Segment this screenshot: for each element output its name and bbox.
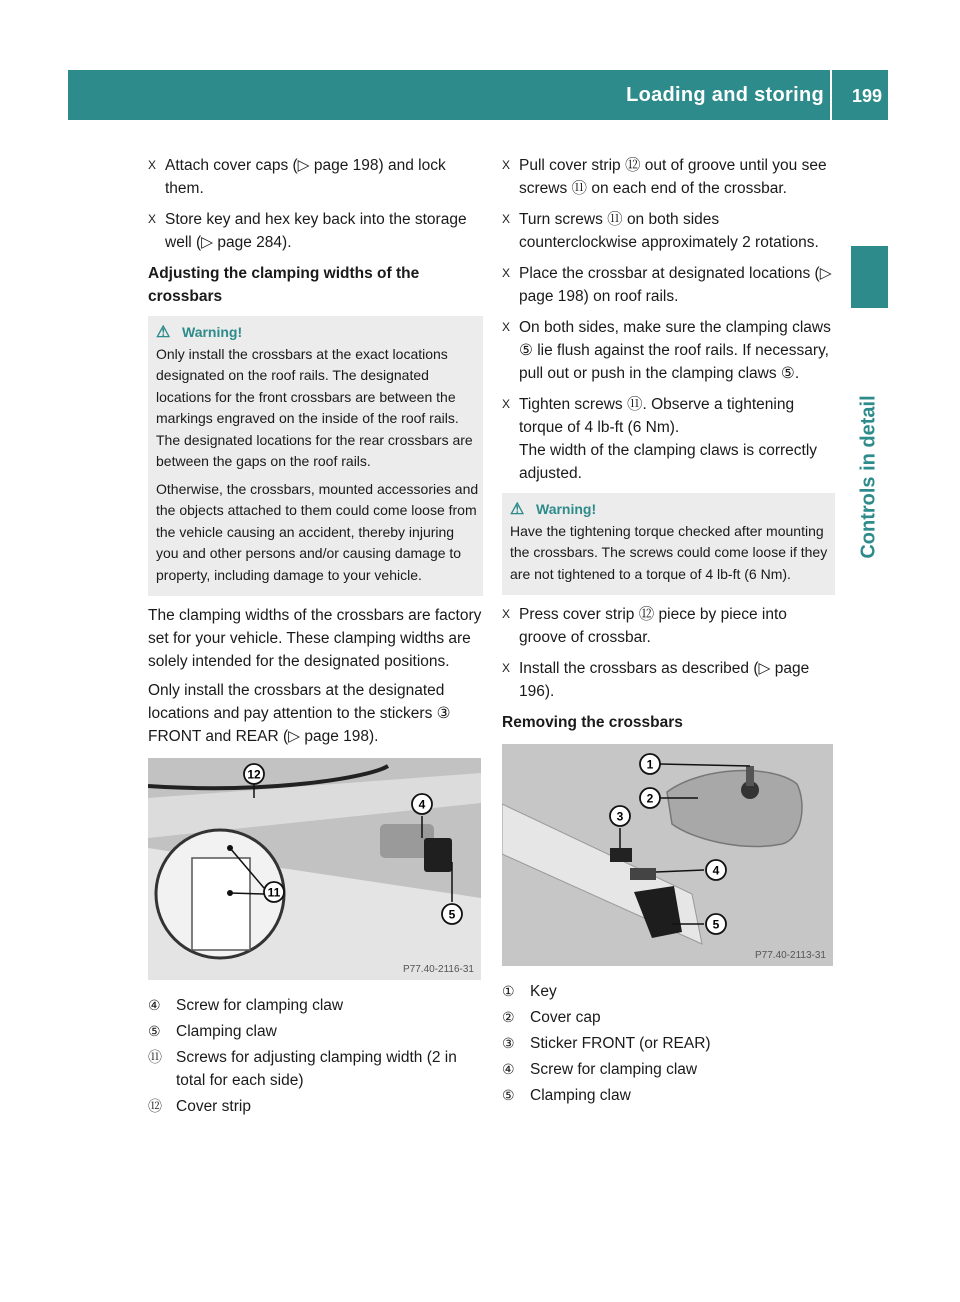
- section-label: [850, 312, 888, 642]
- step-text: Install the crossbars as described (▷ page 196).: [519, 660, 810, 700]
- warning-title: Warning!: [536, 501, 597, 517]
- legend-item: [502, 1058, 835, 1081]
- legend-number: ④: [502, 1061, 515, 1077]
- step-text: Store key and hex key back into the storage well (▷ page 284).: [165, 211, 467, 251]
- step-arrow-icon: X: [502, 266, 511, 280]
- legend-number: ⑤: [148, 1023, 161, 1039]
- detail-bar: [192, 858, 250, 950]
- section-tab: [851, 246, 888, 308]
- step-text: Tighten screws ⑪. Observe a tightening torque of 4 lb-ft (6 Nm).: [519, 396, 795, 436]
- legend-number: ①: [502, 983, 515, 999]
- step-text: Attach cover caps (▷ page 198) and lock them.: [165, 157, 446, 197]
- step-arrow-icon: X: [502, 320, 511, 334]
- legend-item: [502, 980, 835, 1003]
- legend-text: Clamping claw: [530, 1087, 631, 1104]
- figure-clamping: [148, 758, 483, 980]
- warning-triangle-icon: ⚠: [510, 501, 525, 518]
- legend-item: [148, 994, 483, 1017]
- legend-number: ③: [502, 1035, 515, 1051]
- legend-text: Screws for adjusting clamping width (2 in total for each side): [176, 1049, 457, 1089]
- step-arrow-icon: X: [502, 158, 511, 172]
- warning-text: Have the tightening torque checked after mounting the crossbars. The screws could come loose if they are not tightened to a torque of 4 lb-ft (6 Nm).: [510, 522, 828, 582]
- step-arrow-icon: X: [502, 397, 511, 411]
- legend-text: Cover cap: [530, 1009, 601, 1026]
- legend-text: Screw for clamping claw: [530, 1061, 698, 1078]
- step-text: Turn screws ⑪ on both sides counterclockwise approximately 2 rotations.: [519, 211, 819, 251]
- step-text: Place the crossbar at designated locations (▷ page 198) on roof rails.: [519, 265, 832, 305]
- legend-item: [148, 1095, 483, 1118]
- step-text: Pull cover strip ⑫ out of groove until you see screws ⑪ on each end of the crossbar.: [519, 157, 827, 197]
- legend-text: Cover strip: [176, 1098, 251, 1115]
- callout-number: 5: [712, 917, 720, 932]
- callout-number: 1: [646, 757, 654, 772]
- step-result-text: The width of the clamping claws is correctly adjusted.: [519, 442, 818, 482]
- legend-number: ②: [502, 1009, 515, 1025]
- clamping-illustration: [148, 758, 481, 980]
- legend-number: ④: [148, 997, 161, 1013]
- legend-text: Screw for clamping claw: [176, 997, 344, 1014]
- callout-line: [230, 893, 264, 894]
- legend-number: ⑫: [148, 1098, 162, 1114]
- header-separator: [830, 70, 832, 120]
- warning-triangle-icon: ⚠: [156, 324, 171, 341]
- warning-box: [502, 493, 835, 595]
- step-item: [502, 262, 835, 308]
- step-item: [148, 154, 483, 200]
- body-paragraph: The clamping widths of the crossbars are factory set for your vehicle. These clamping widths are solely intended for the designated positions.: [148, 607, 482, 670]
- legend-number: ⑤: [502, 1087, 515, 1103]
- figure-removing: [502, 744, 835, 966]
- step-item: [148, 208, 483, 254]
- page-number: 199: [851, 86, 882, 106]
- legend-item: [502, 1084, 835, 1107]
- step-item: [502, 657, 835, 703]
- warning-header: [156, 322, 479, 344]
- header-title: Loading and storing: [626, 84, 824, 106]
- step-arrow-icon: X: [148, 158, 157, 172]
- removal-illustration: [502, 744, 833, 966]
- legend-number: ⑪: [148, 1049, 162, 1065]
- page-header: [68, 70, 888, 120]
- callout-number: 11: [267, 885, 281, 900]
- left-column: [148, 154, 483, 1121]
- step-item: [502, 316, 835, 385]
- step-item: [502, 603, 835, 649]
- step-arrow-icon: X: [502, 661, 511, 675]
- callout-number: 2: [646, 791, 654, 806]
- section-label-text: Controls in detail: [857, 395, 880, 559]
- figure-code: P77.40-2116-31: [403, 964, 474, 975]
- body-paragraph: Only install the crossbars at the designated locations and pay attention to the stickers ③ FRONT and REAR (▷ page 198).: [148, 682, 451, 745]
- step-text: Press cover strip ⑫ piece by piece into groove of crossbar.: [519, 606, 787, 646]
- step-item: [502, 393, 835, 485]
- legend-text: Clamping claw: [176, 1023, 277, 1040]
- warning-box: [148, 316, 483, 596]
- step-arrow-icon: X: [502, 212, 511, 226]
- legend-text: Sticker FRONT (or REAR): [530, 1035, 711, 1052]
- callout-number: 4: [418, 797, 426, 812]
- warning-text: Otherwise, the crossbars, mounted accessories and the objects attached to them could come loose from the vehicle causing an accident, thereby injuring you and other persons and/or causing damage to property, including damage to your vehicle.: [156, 480, 479, 583]
- warning-header: [510, 499, 831, 521]
- warning-text: Only install the crossbars at the exact locations designated on the roof rails. The designated locations for the front crossbars are between the markings engraved on the inside of the roof rails. The designated locations for the rear crossbars are between the gaps on the roof rails.: [156, 345, 473, 469]
- callout-number: 3: [616, 809, 624, 824]
- legend-item: [502, 1032, 835, 1055]
- sticker-shape: [610, 848, 632, 862]
- callout-number: 4: [712, 863, 720, 878]
- step-item: [502, 154, 835, 200]
- legend-item: [148, 1020, 483, 1043]
- legend-item: [502, 1006, 835, 1029]
- step-arrow-icon: X: [148, 212, 157, 226]
- legend-text: Key: [530, 983, 557, 1000]
- key-shape: [746, 766, 754, 786]
- screw-shape: [630, 868, 656, 880]
- section-heading: Removing the crossbars: [502, 714, 683, 731]
- clamping-claw-shape: [424, 838, 452, 872]
- right-column: [502, 154, 835, 1110]
- step-arrow-icon: X: [502, 607, 511, 621]
- section-heading: Adjusting the clamping widths of the crossbars: [148, 265, 420, 305]
- warning-title: Warning!: [182, 324, 243, 340]
- step-text: On both sides, make sure the clamping claws ⑤ lie flush against the roof rails. If necessary, pull out or push in the clamping claws ⑤.: [519, 319, 831, 382]
- figure-code: P77.40-2113-31: [755, 950, 826, 961]
- step-item: [502, 208, 835, 254]
- callout-number: 12: [247, 767, 261, 782]
- callout-number: 5: [448, 907, 456, 922]
- legend-item: [148, 1046, 483, 1092]
